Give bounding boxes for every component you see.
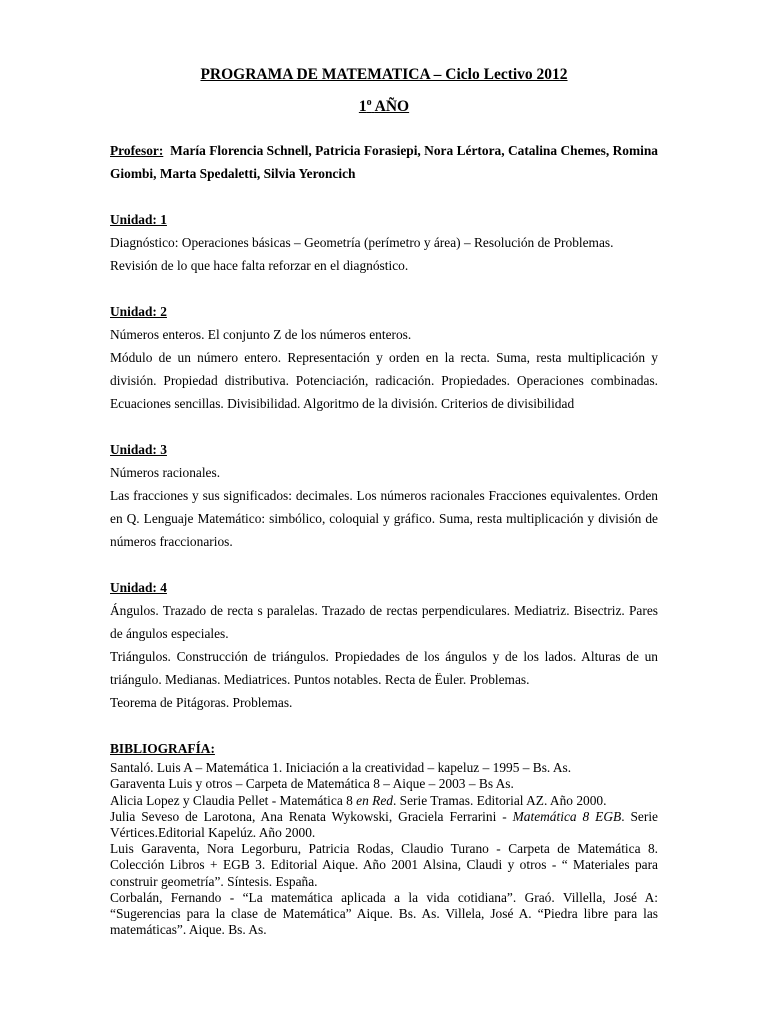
unit-paragraph: Números racionales. xyxy=(110,465,221,481)
unit-paragraph: Números enteros. El conjunto Z de los números enteros. xyxy=(110,327,412,343)
bibliography-entry: Luis Garaventa, Nora Legorburu, Patricia Rodas, Claudio Turano - Carpeta de Matemática 8. Colección Libros + EGB 3. Editorial Aique. Año 2001 Alsina, Claudi y otros - “ Materiales para construir geometría”. Síntesis. España. xyxy=(110,841,658,889)
unit-paragraph: Diagnóstico: Operaciones básicas – Geometría (perímetro y área) – Resolución de Problemas. xyxy=(110,235,614,251)
entry-text: . Serie Tramas. Editorial AZ. Año 2000. xyxy=(392,792,607,808)
bibliography-entry xyxy=(110,793,658,809)
year-ordinal: o xyxy=(366,97,372,108)
unit-3 xyxy=(110,438,658,553)
unit-title: Unidad: 1 xyxy=(110,212,167,228)
year-heading xyxy=(110,90,658,120)
unit-paragraph: Ángulos. Trazado de recta s paralelas. Trazado de rectas perpendiculares. Mediatriz. Bisectriz. Pares de ángulos especiales. xyxy=(110,603,658,642)
unit-2 xyxy=(110,300,658,415)
unit-paragraph: Módulo de un número entero. Representación y orden en la recta. Suma, resta multiplicación y división. Propiedad distributiva. Potenciación, radicación. Propiedades. Operaciones combinadas. Ecuaciones sencillas. Divisibilidad. Algoritmo de la división. Criterios de divisibilidad xyxy=(110,350,658,412)
unit-paragraph: Las fracciones y sus significados: decimales. Los números racionales Fracciones equivalentes. Orden en Q. Lenguaje Matemático: simbólico, coloquial y gráfico. Suma, resta multiplicación y división de números fraccionarios. xyxy=(110,488,658,550)
entry-text: . Serie Vértices.Editorial Kapelúz. Año 2000. xyxy=(110,808,658,840)
unit-title: Unidad: 3 xyxy=(110,442,167,458)
entry-text: Alicia Lopez y Claudia Pellet - Matemática 8 xyxy=(110,792,357,808)
bibliography-title: BIBLIOGRAFÍA: xyxy=(110,741,215,757)
bibliography-entry: Santaló. Luis A – Matemática 1. Iniciación a la creatividad – kapeluz – 1995 – Bs. As. xyxy=(110,760,572,776)
entry-text: Julia Seveso de Larotona, Ana Renata Wykowski, Graciela Ferrarini - xyxy=(110,808,513,824)
entry-italic-text: en Red xyxy=(356,792,393,808)
unit-1 xyxy=(110,208,658,277)
bibliography-entry: Garaventa Luis y otros – Carpeta de Matemática 8 – Aique – 2003 – Bs As. xyxy=(110,776,514,792)
professor-block xyxy=(110,139,658,185)
professor-names: María Florencia Schnell, Patricia Forasiepi, Nora Lértora, Catalina Chemes, Romina Giombi, Marta Spedaletti, Silvia Yeroncich xyxy=(110,143,658,182)
year-number: 1 xyxy=(358,98,367,116)
unit-paragraph: Teorema de Pitágoras. Problemas. xyxy=(110,695,293,711)
bibliography xyxy=(110,737,658,938)
document-page xyxy=(110,62,658,938)
professor-label: Profesor: xyxy=(110,143,164,159)
unit-title: Unidad: 2 xyxy=(110,304,167,320)
unit-paragraph: Triángulos. Construcción de triángulos. Propiedades de los ángulos y de los lados. Alturas de un triángulo. Medianas. Mediatrices. Puntos notables. Recta de Ëuler. Problemas. xyxy=(110,649,658,688)
unit-paragraph: Revisión de lo que hace falta reforzar en el diagnóstico. xyxy=(110,258,409,274)
bibliography-entry: Corbalán, Fernando - “La matemática aplicada a la vida cotidiana”. Graó. Villella, José A: “Sugerencias para la clase de Matemática” Aique. Bs. As. Villela, José A. “Piedra libre para las matemáticas”. Aique. Bs. As. xyxy=(110,889,658,938)
entry-italic-text: Matemática 8 EGB xyxy=(512,808,622,824)
unit-title: Unidad: 4 xyxy=(110,580,167,596)
unit-4 xyxy=(110,576,658,714)
bibliography-entry xyxy=(110,809,658,841)
document-title: PROGRAMA DE MATEMATICA – Ciclo Lectivo 2012 xyxy=(200,66,568,83)
year-word: AÑO xyxy=(374,98,410,116)
